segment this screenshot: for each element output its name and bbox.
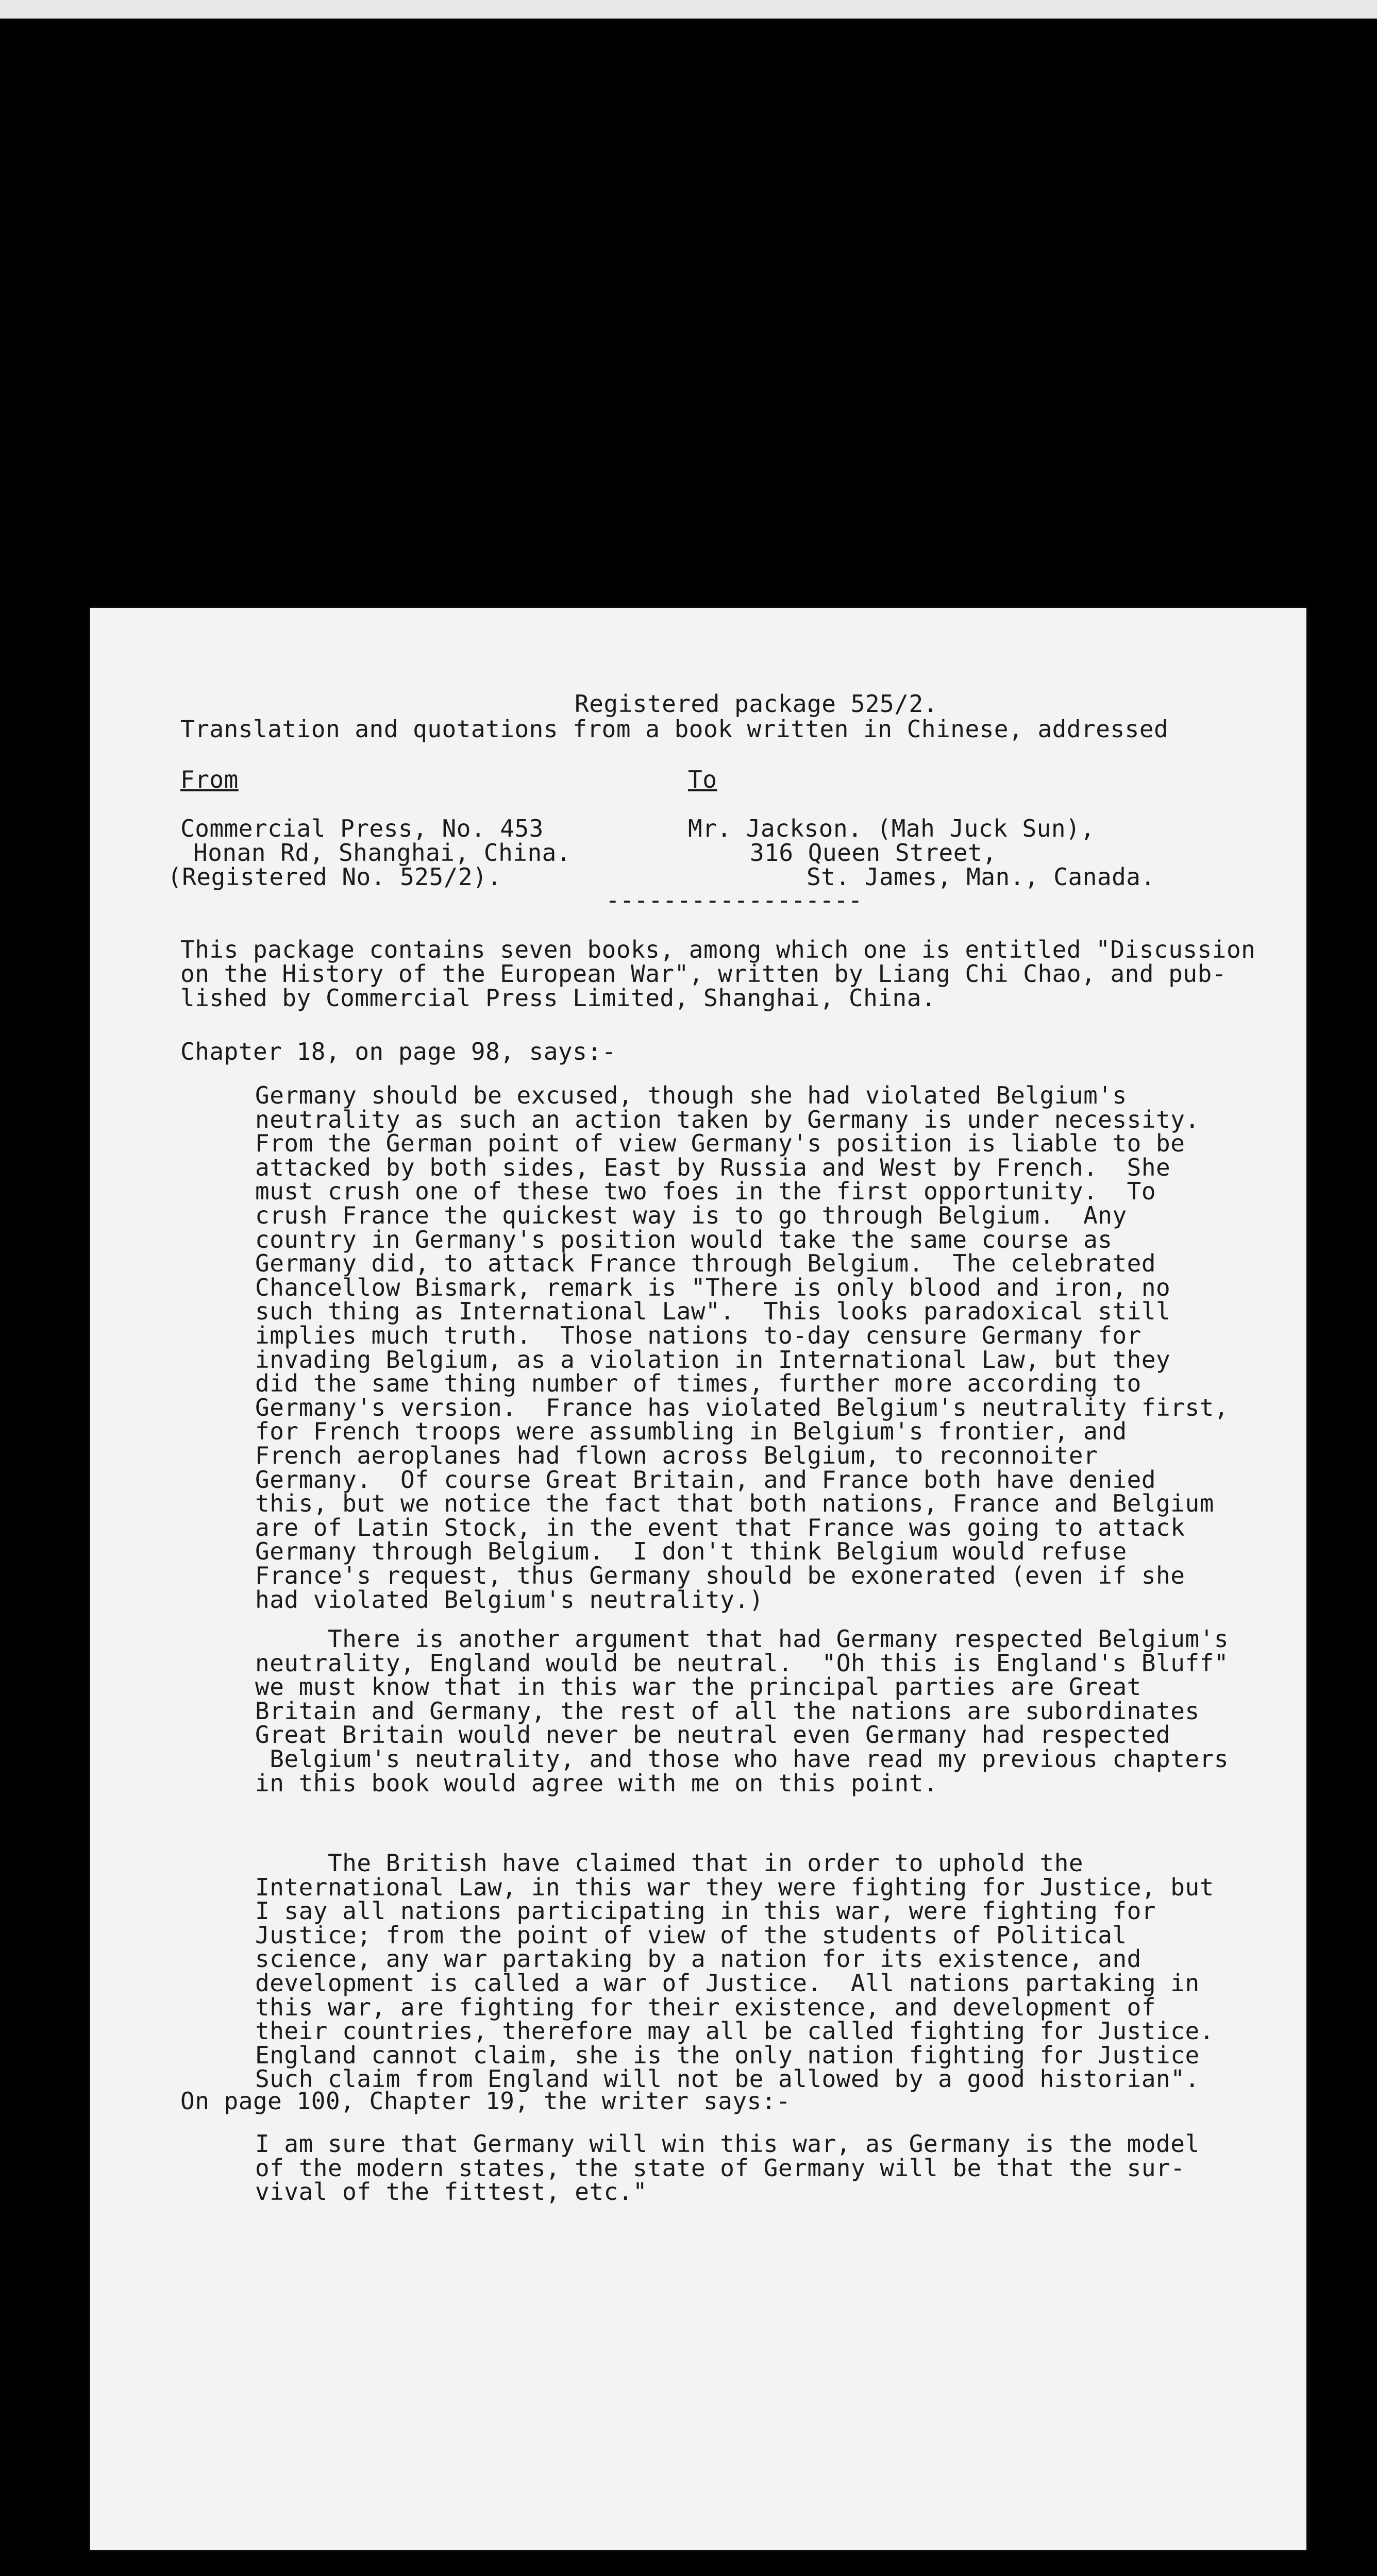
from-address-line: (Registered No. 525/2). [167, 863, 502, 891]
text-line: From the German point of view Germany's position is liable to be [255, 1129, 1185, 1158]
text-line: country in Germany's position would take the same course as [255, 1225, 1113, 1253]
text-line: Germany's version. France has violated Belgium's neutrality first, [255, 1393, 1229, 1421]
text-line: I am sure that Germany will win this war, as Germany is the model [255, 2130, 1200, 2158]
text-line: crush France the quickest way is to go through Belgium. Any [255, 1201, 1127, 1229]
text-line: England cannot claim, she is the only nation fighting for Justice [255, 2041, 1200, 2069]
text-line: There is another argument that had Germany respected Belgium's [255, 1625, 1229, 1653]
text-line: this war, are fighting for their existence, and development of [255, 1993, 1156, 2021]
chapter-19-heading: On page 100, Chapter 19, the writer says:- [180, 2087, 791, 2115]
text-line: science, any war partaking by a nation for its existence, and [255, 1945, 1141, 1973]
text-line: Great Britain would never be neutral even Germany had respected [255, 1721, 1171, 1749]
text-line: implies much truth. Those nations to-day censure Germany for [255, 1321, 1141, 1349]
text-line: France's request, thus Germany should be exonerated (even if she [255, 1562, 1185, 1589]
text-line: Germany did, to attack France through Belgium. The celebrated [255, 1249, 1156, 1278]
text-line: development is called a war of Justice. All nations partaking in [255, 1969, 1200, 1997]
text-line: This package contains seven books, among which one is entitled "Discussion [180, 936, 1256, 963]
text-line: lished by Commercial Press Limited, Shanghai, China. [180, 984, 936, 1012]
text-line: Germany. Of course Great Britain, and France both have denied [255, 1465, 1156, 1494]
text-line: attacked by both sides, East by Russia and West by French. She [255, 1153, 1171, 1181]
text-line: for French troops were assumbling in Belgium's frontier, and [255, 1417, 1127, 1446]
to-address-line: 316 Queen Street, [750, 839, 997, 867]
text-line: neutrality, England would be neutral. "Oh this is England's Bluff" [255, 1649, 1229, 1677]
to-label: To [688, 766, 717, 793]
text-line: I say all nations participating in this war, were fighting for [255, 1897, 1156, 1925]
chapter-18-heading: Chapter 18, on page 98, says:- [180, 1038, 616, 1065]
text-line: invading Belgium, as a violation in International Law, but they [255, 1345, 1171, 1374]
from-address-line: Honan Rd, Shanghai, China. [193, 839, 572, 867]
to-address-line: St. James, Man., Canada. [807, 863, 1155, 891]
text-line: Justice; from the point of view of the students of Political [255, 1921, 1127, 1949]
text-line: such thing as International Law". This looks paradoxical still [255, 1297, 1171, 1326]
heading-translation: Translation and quotations from a book written in Chinese, addressed [180, 715, 1169, 743]
text-line: vival of the fittest, etc." [255, 2178, 648, 2206]
text-line: in this book would agree with me on this point. [255, 1769, 938, 1797]
text-line: Chancellow Bismark, remark is "There is only blood and iron, no [255, 1273, 1171, 1301]
scanner-edge [0, 0, 1377, 19]
text-line: neutrality as such an action taken by Germany is under necessity. [255, 1105, 1200, 1133]
from-address-line: Commercial Press, No. 453 [180, 815, 544, 842]
from-label: From [180, 766, 239, 793]
heading-registered-package: Registered package 525/2. [575, 690, 938, 718]
text-line: their countries, therefore may all be called fighting for Justice. [255, 2017, 1214, 2045]
text-line: Belgium's neutrality, and those who have read my previous chapters [255, 1745, 1229, 1773]
text-line: on the History of the European War", written by Liang Chi Chao, and pub- [180, 960, 1227, 988]
text-line: we must know that in this war the principal parties are Great [255, 1673, 1141, 1701]
text-line: did the same thing number of times, further more according to [255, 1369, 1141, 1398]
text-line: are of Latin Stock, in the event that France was going to attack [255, 1513, 1185, 1541]
separator: ------------------ [606, 886, 863, 914]
text-line: Germany through Belgium. I don't think Belgium would refuse [255, 1537, 1127, 1566]
text-line: Such claim from England will not be allowed by a good historian". [255, 2065, 1200, 2093]
text-line: International Law, in this war they were fighting for Justice, but [255, 1873, 1214, 1901]
text-line: must crush one of these two foes in the first opportunity. To [255, 1177, 1156, 1206]
text-line: The British have claimed that in order to uphold the [255, 1849, 1084, 1877]
text-line: Germany should be excused, though she had violated Belgium's [255, 1081, 1127, 1109]
to-address-line: Mr. Jackson. (Mah Juck Sun), [688, 815, 1095, 842]
text-line: French aeroplanes had flown across Belgium, to reconnoiter [255, 1442, 1098, 1469]
text-line: this, but we notice the fact that both nations, France and Belgium [255, 1489, 1214, 1518]
text-line: Britain and Germany, the rest of all the nations are subordinates [255, 1697, 1200, 1725]
text-line: of the modern states, the state of Germany will be that the sur- [255, 2154, 1185, 2182]
text-line: had violated Belgium's neutrality.) [255, 1585, 764, 1614]
